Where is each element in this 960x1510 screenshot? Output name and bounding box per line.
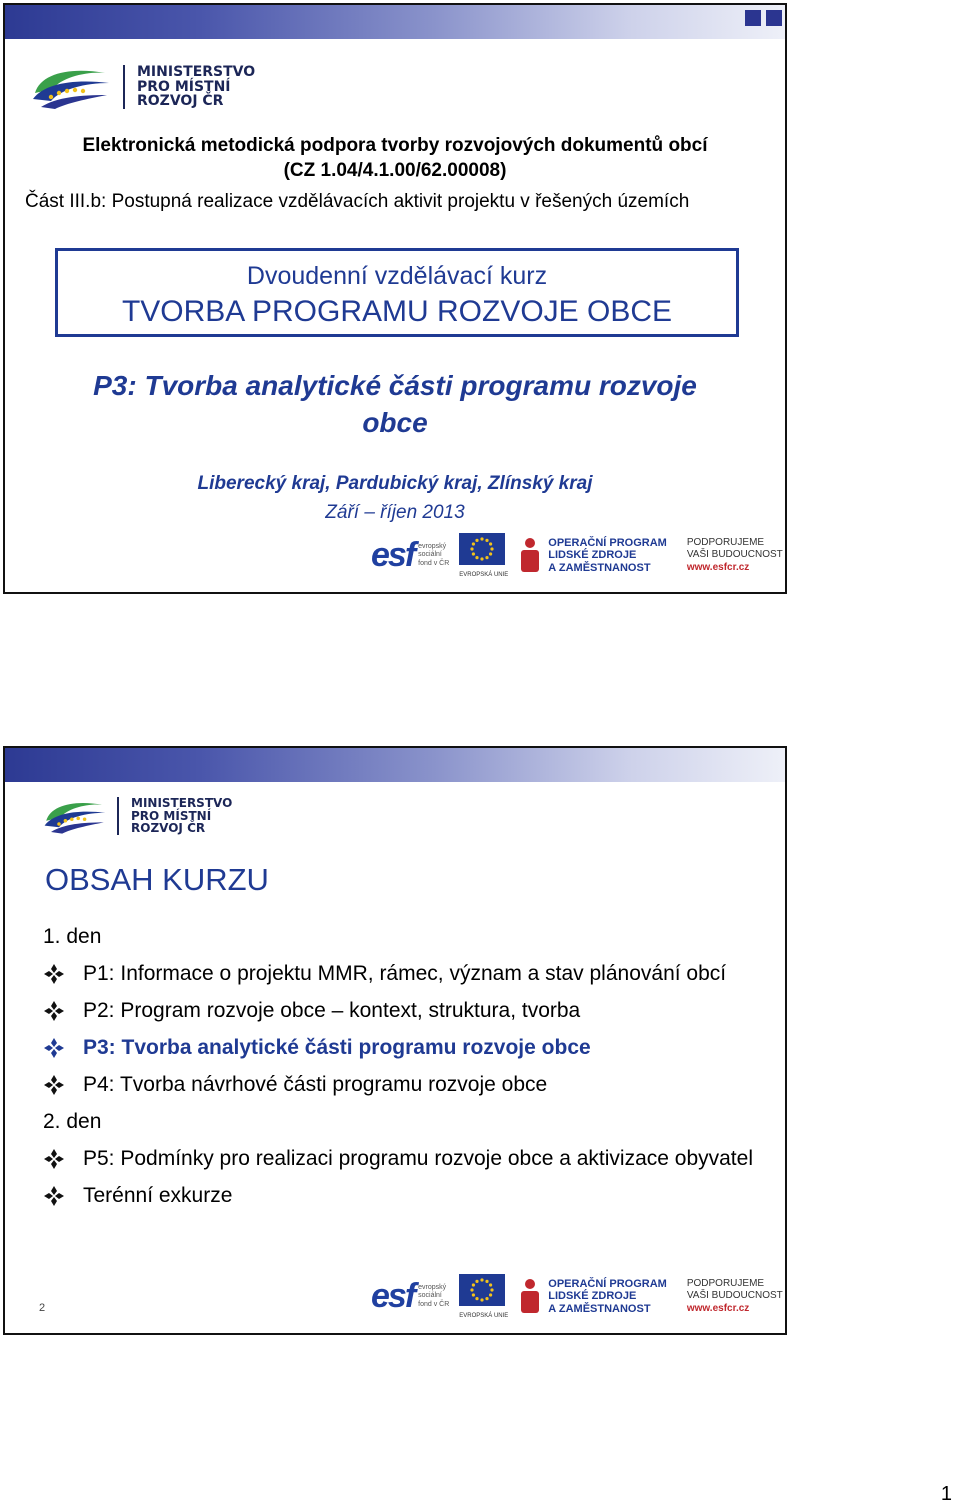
slide-2 — [3, 746, 787, 1335]
regions: Liberecký kraj, Pardubický kraj, Zlínský kraj — [197, 473, 593, 494]
op-figure-icon — [518, 537, 542, 573]
eu-caption: EVROPSKÁ UNIE — [459, 1313, 509, 1319]
course-name: TVORBA PROGRAMU ROZVOJE OBCE — [121, 295, 673, 328]
diamond-bullet-icon — [43, 1148, 65, 1170]
project-title: Elektronická metodická podpora tvorby rozvojových dokumentů obcí — [82, 135, 708, 156]
logo-line-3: ROZVOJ ČR — [131, 821, 206, 836]
diamond-bullet-icon — [43, 1037, 65, 1059]
mmr-swoosh-logo-icon — [43, 796, 107, 836]
op-line: A ZAMĚSTNANOST — [548, 561, 651, 574]
esf-small-line: evropský — [418, 543, 447, 551]
footer-logos — [371, 1274, 783, 1319]
mmr-logo-text — [123, 65, 255, 109]
logo-line-1: MINISTERSTVO — [137, 63, 256, 80]
esf-url: www.esfcr.cz — [686, 1302, 750, 1314]
esf-mark: esf — [371, 1277, 415, 1315]
eu-logo — [459, 533, 508, 578]
op-text — [548, 537, 667, 575]
slide-1 — [3, 3, 787, 594]
header-square — [766, 10, 782, 26]
list-item-text: P2: Program rozvoje obce – kontext, struktura, tvorba — [83, 999, 581, 1022]
esf-small-line: sociální — [418, 551, 442, 559]
slide-header-bar — [5, 5, 785, 39]
op-logo — [518, 1278, 667, 1316]
diamond-bullet-icon — [43, 1185, 65, 1207]
esf-small-line: sociální — [418, 1292, 442, 1300]
eu-flag-icon — [459, 1274, 505, 1306]
esf-small-text — [418, 543, 449, 567]
logo-line-1: MINISTERSTVO — [131, 796, 233, 811]
list-item-text: P4: Tvorba návrhové části programu rozvoje obce — [83, 1073, 548, 1096]
course-content-list — [43, 922, 765, 1218]
diamond-bullet-icon — [43, 1000, 65, 1022]
op-line: OPERAČNÍ PROGRAM — [548, 536, 667, 549]
mmr-logo-text — [117, 797, 232, 835]
op-text — [548, 1278, 667, 1316]
logo-line-2: PRO MÍSTNÍ — [131, 808, 212, 823]
header-square — [745, 10, 761, 26]
course-box — [55, 248, 739, 337]
diamond-bullet-icon — [43, 963, 65, 985]
eu-flag-icon — [459, 533, 505, 565]
list-item — [43, 996, 765, 1025]
list-item — [43, 959, 765, 988]
list-item-text: P3: Tvorba analytické části programu rozvoje obce — [83, 1036, 591, 1059]
esf-url: www.esfcr.cz — [686, 561, 750, 573]
date: Září – říjen 2013 — [325, 502, 465, 523]
op-line: LIDSKÉ ZDROJE — [548, 549, 637, 562]
mmr-swoosh-logo-icon — [31, 63, 111, 111]
slide-heading: OBSAH KURZU — [45, 862, 269, 897]
slide-header-bar — [5, 748, 785, 782]
esf-logo — [371, 1277, 449, 1316]
esf-small-line: fond v ČR — [418, 559, 450, 567]
esf-logo — [371, 536, 449, 575]
list-item-text: Terénní exkurze — [83, 1184, 233, 1207]
day-2-label: 2. den — [43, 1110, 102, 1133]
footer-logos — [371, 533, 783, 578]
list-item-highlighted — [43, 1033, 765, 1062]
list-item — [43, 1181, 765, 1210]
project-code: (CZ 1.04/4.1.00/62.00008) — [283, 160, 507, 181]
esf-small-line: fond v ČR — [418, 1300, 450, 1308]
project-title-block — [5, 133, 785, 183]
module-title — [5, 367, 785, 441]
esf-small-text — [418, 1284, 449, 1308]
esf-mark: esf — [371, 536, 415, 574]
part-subtitle: Část III.b: Postupná realizace vzdělávacích aktivit projektu v řešených územích — [25, 191, 690, 212]
op-line: LIDSKÉ ZDROJE — [548, 1290, 637, 1303]
page-number: 1 — [940, 1483, 952, 1505]
list-item-text: P5: Podmínky pro realizaci programu rozvoje obce a aktivizace obyvatel — [83, 1147, 753, 1170]
logo-line-3: ROZVOJ ČR — [137, 93, 224, 110]
mmr-logo — [43, 796, 232, 836]
op-figure-icon — [518, 1278, 542, 1314]
esf-small-line: evropský — [418, 1284, 447, 1292]
podp-line: VAŠI BUDOUCNOST — [686, 1290, 783, 1302]
day-1-label: 1. den — [43, 925, 102, 948]
podp-line: PODPORUJEME — [686, 536, 765, 548]
mmr-logo — [31, 63, 255, 111]
op-logo — [518, 537, 667, 575]
list-item-text: P1: Informace o projektu MMR, rámec, význam a stav plánování obcí — [83, 962, 727, 985]
podporujeme-text — [687, 537, 783, 575]
diamond-bullet-icon — [43, 1074, 65, 1096]
podp-line: PODPORUJEME — [686, 1277, 765, 1289]
course-type: Dvoudenní vzdělávací kurz — [246, 262, 548, 290]
podp-line: VAŠI BUDOUCNOST — [686, 549, 783, 561]
slide-number: 2 — [39, 1302, 46, 1314]
op-line: A ZAMĚSTNANOST — [548, 1302, 651, 1315]
logo-line-2: PRO MÍSTNÍ — [137, 78, 231, 95]
module-title-line-1: P3: Tvorba analytické části programu rozvoje — [93, 370, 697, 401]
podporujeme-text — [687, 1278, 783, 1316]
list-item — [43, 1144, 765, 1173]
module-title-line-2: obce — [362, 407, 428, 438]
op-line: OPERAČNÍ PROGRAM — [548, 1277, 667, 1290]
list-item — [43, 1070, 765, 1099]
eu-caption: EVROPSKÁ UNIE — [459, 572, 509, 578]
eu-logo — [459, 1274, 508, 1319]
